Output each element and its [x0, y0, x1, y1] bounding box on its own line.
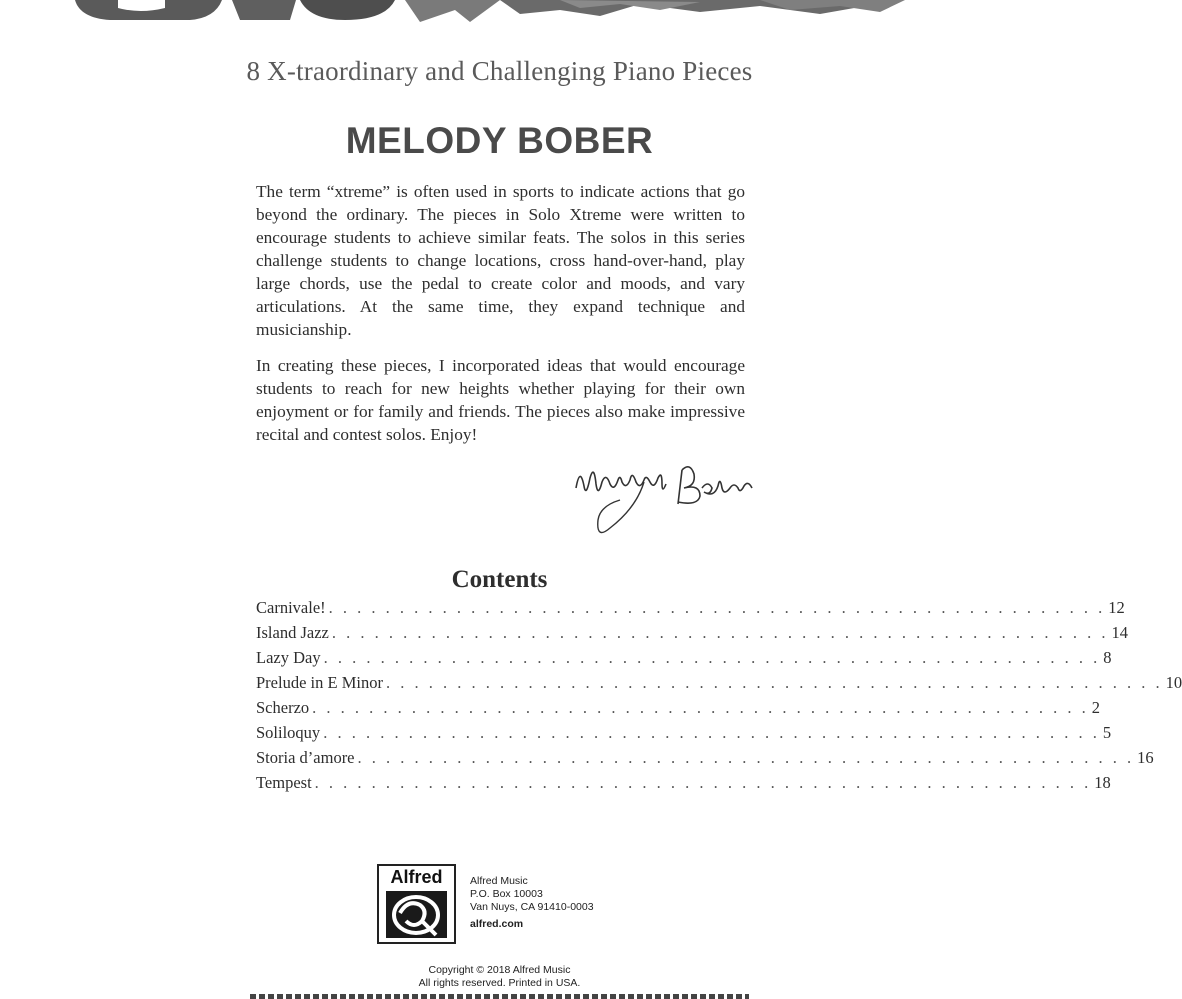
toc-page-number: 10: [1165, 673, 1182, 692]
toc-dot-leader: . . . . . . . . . . . . . . . . . . . . . . . . . . . . . . . . . . . . . . . . . . . . . . . . . . . . . . .: [312, 698, 1089, 717]
toc-dot-leader: . . . . . . . . . . . . . . . . . . . . . . . . . . . . . . . . . . . . . . . . . . . . . . . . . . . . . . .: [357, 748, 1135, 767]
toc-title: Soliloquy: [256, 723, 321, 742]
toc-title: Scherzo: [256, 698, 310, 717]
publisher-address: [470, 875, 594, 931]
toc-dot-leader: . . . . . . . . . . . . . . . . . . . . . . . . . . . . . . . . . . . . . . . . . . . . . . . . . . . . . . .: [323, 723, 1100, 742]
toc-title: Carnivale!: [256, 598, 326, 617]
rights-line: All rights reserved. Printed in USA.: [418, 977, 581, 989]
introduction: [256, 180, 745, 459]
toc-title: Tempest: [256, 773, 312, 792]
toc-title: Lazy Day: [256, 648, 321, 667]
toc-page-number: 16: [1137, 748, 1154, 767]
toc-dot-leader: . . . . . . . . . . . . . . . . . . . . . . . . . . . . . . . . . . . . . . . . . . . . . . . . . . . . . . .: [385, 673, 1163, 692]
solo-xtreme-logo: [0, 0, 999, 22]
subtitle: 8 X-traordinary and Challenging Piano Pieces: [246, 56, 753, 86]
toc-title: Island Jazz: [256, 623, 329, 642]
alfred-logo-text: Alfred: [390, 867, 443, 887]
table-of-contents: [256, 598, 1182, 798]
toc-entry: [256, 773, 1111, 798]
toc-dot-leader: . . . . . . . . . . . . . . . . . . . . . . . . . . . . . . . . . . . . . . . . . . . . . . . . . . . . . . .: [328, 598, 1106, 617]
copyright-notice: [0, 964, 999, 990]
toc-entry: [256, 648, 1112, 673]
publisher-name: Alfred Music: [470, 875, 528, 887]
toc-page-number: 14: [1111, 623, 1128, 642]
author-name: MELODY BOBER: [345, 120, 654, 161]
alfred-logo: [377, 864, 456, 944]
cut-off-text-line: [250, 994, 749, 999]
toc-entry: [256, 723, 1112, 748]
toc-dot-leader: . . . . . . . . . . . . . . . . . . . . . . . . . . . . . . . . . . . . . . . . . . . . . . . . . . . . . . .: [314, 773, 1092, 792]
publisher-po-box: P.O. Box 10003: [470, 888, 543, 900]
toc-title: Storia d’amore: [256, 748, 355, 767]
toc-entry: [256, 623, 1128, 648]
toc-page-number: 5: [1102, 723, 1112, 742]
toc-dot-leader: . . . . . . . . . . . . . . . . . . . . . . . . . . . . . . . . . . . . . . . . . . . . . . . . . . . . . . .: [323, 648, 1101, 667]
toc-page-number: 18: [1094, 773, 1111, 792]
toc-entry: [256, 673, 1182, 698]
intro-paragraph: The term “xtreme” is often used in sports to indicate actions that go beyond the ordinary. The pieces in Solo Xtreme were written to encourage students to achieve similar feats. The solos in this series challenge students to change locations, cross hand-over-hand, play large chords, use the pedal to create color and moods, and vary articulations. At the same time, they expand technique and musicianship.: [256, 182, 745, 339]
copyright-line: Copyright © 2018 Alfred Music: [428, 964, 571, 976]
toc-entry: [256, 748, 1154, 773]
publisher-city: Van Nuys, CA 91410-0003: [470, 901, 594, 913]
publisher-website: alfred.com: [470, 918, 524, 930]
toc-entry: [256, 598, 1125, 623]
publisher-block: [377, 864, 637, 946]
toc-page-number: 8: [1103, 648, 1112, 667]
toc-entry: [256, 698, 1101, 723]
alfred-emblem-icon: [386, 891, 447, 938]
toc-page-number: 2: [1091, 698, 1101, 717]
intro-paragraph: In creating these pieces, I incorporated ideas that would encourage students to reach for new heights whether playing for their own enjoyment or for family and friends. The pieces also make impressive recital and contest solos. Enjoy!: [256, 356, 745, 444]
toc-page-number: 12: [1108, 598, 1125, 617]
toc-title: Prelude in E Minor: [256, 673, 383, 692]
toc-dot-leader: . . . . . . . . . . . . . . . . . . . . . . . . . . . . . . . . . . . . . . . . . . . . . . . . . . . . . . .: [331, 623, 1109, 642]
handwritten-signature: [570, 458, 760, 558]
contents-heading: Contents: [451, 566, 548, 593]
